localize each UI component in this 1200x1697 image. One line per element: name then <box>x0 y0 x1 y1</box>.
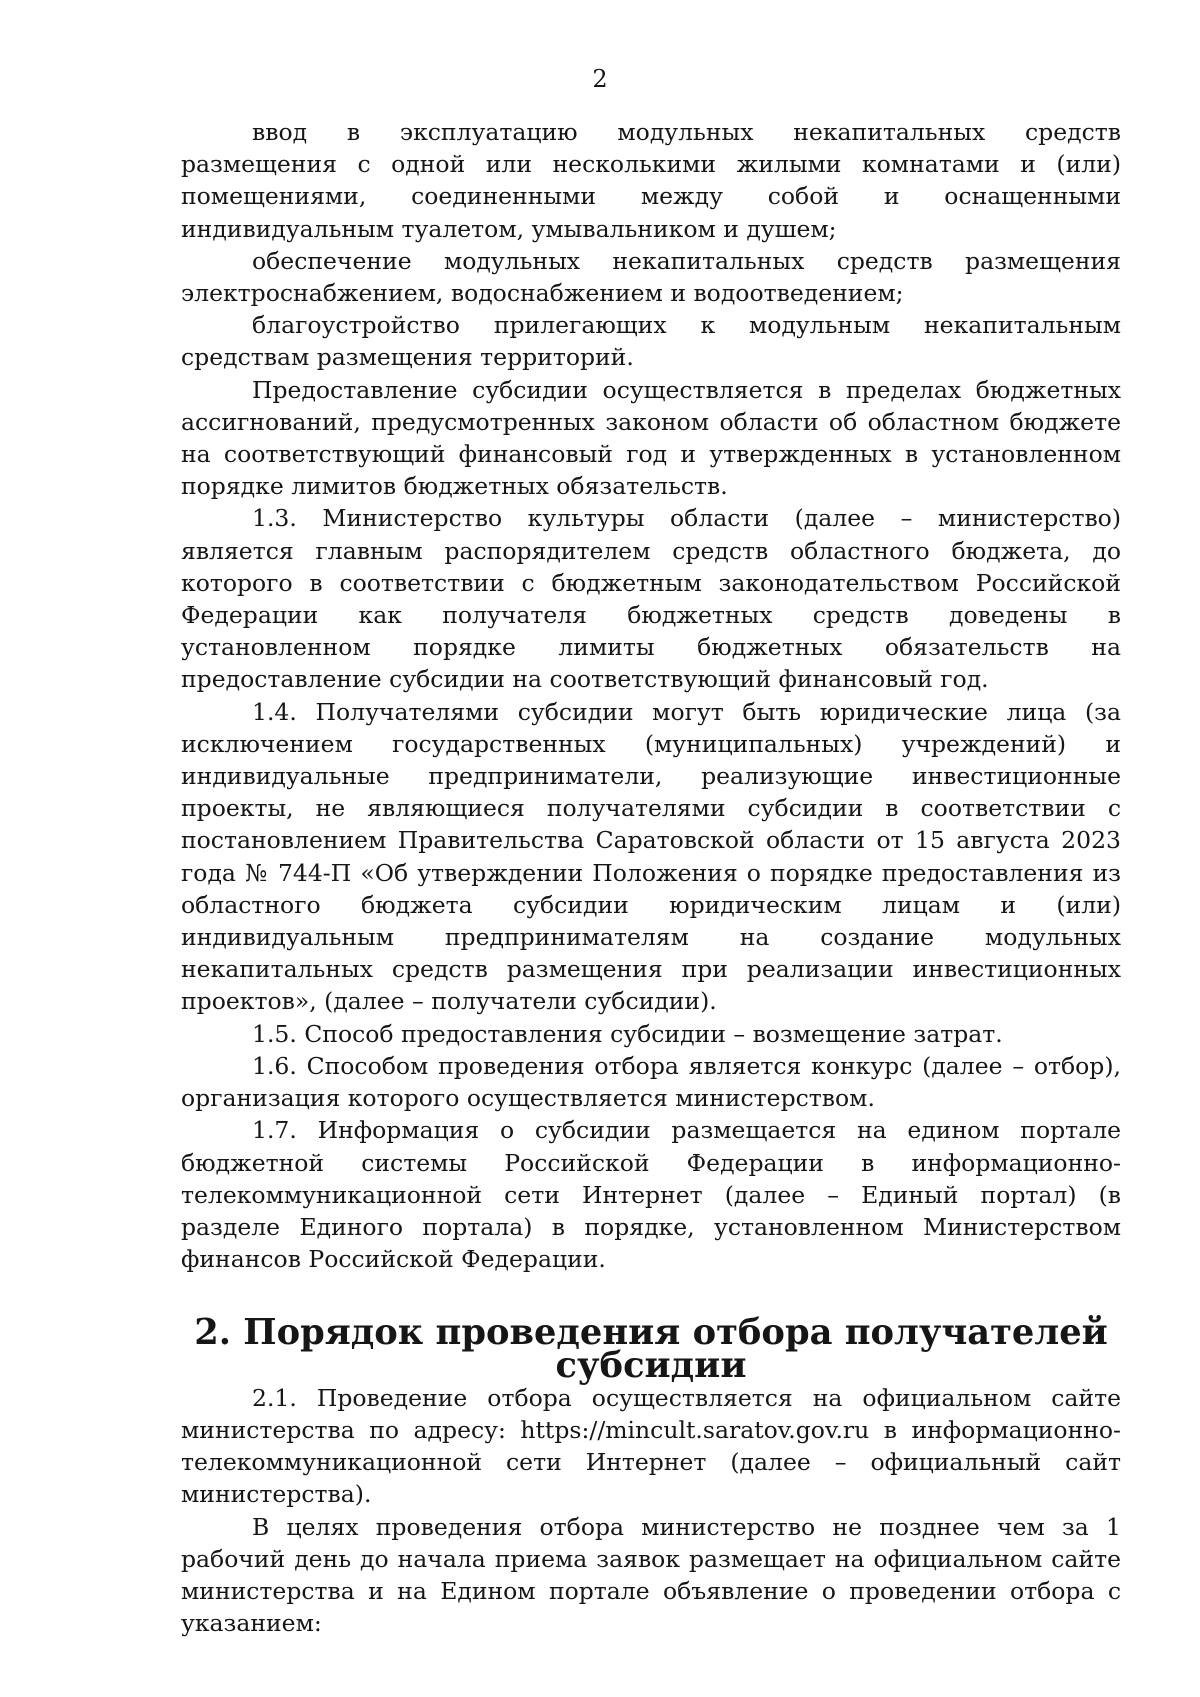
paragraph-utilities: обеспечение модульных некапитальных средств размещения электроснабжением, водоснабжением и водоотведением; <box>181 246 1121 308</box>
paragraph-1-3: 1.3. Министерство культуры области (далее – министерство) является главным распорядителем средств областного бюджета, до которого в соответствии с бюджетным законодательством Российской Федерации как получателя бюджетных средств доведены в установленном порядке лимиты бюджетных обязательств на предоставление субсидии на соответствующий финансовый год. <box>181 504 1121 694</box>
paragraph-budget-limits: Предоставление субсидии осуществляется в пределах бюджетных ассигнований, предусмотренных законом области об областном бюджете на соответствующий финансовый год и утвержденных в установленном порядке лимитов бюджетных обязательств. <box>181 375 1121 501</box>
paragraph-1-6: 1.6. Способом проведения отбора является конкурс (далее – отбор), организация которого осуществляется министерством. <box>181 1051 1121 1113</box>
paragraph-landscaping: благоустройство прилегающих к модульным некапитальным средствам размещения территорий. <box>181 311 1121 372</box>
section-heading: 2. Порядок проведения отбора получателей субсидии <box>194 1312 1108 1386</box>
paragraph-announcement: В целях проведения отбора министерство не позднее чем за 1 рабочий день до начала приема заявок размещает на официальном сайте министерства и на Едином портале объявление о проведении отбора с указанием: <box>181 1512 1121 1638</box>
document-body <box>181 116 1121 1639</box>
page-number: 2 <box>592 65 608 93</box>
paragraph-1-4: 1.4. Получателями субсидии могут быть юридические лица (за исключением государственных (муниципальных) учреждений) и индивидуальные предприниматели, реализующие инвестиционные проекты, не являющиеся получателями субсидии в соответствии с постановлением Правительства Саратовской области от 15 августа 2023 года № 744-П «Об утверждении Положения о порядке предоставления из областного бюджета субсидии юридическим лицам и (или) индивидуальным предпринимателям на создание модульных некапитальных средств размещения при реализации инвестиционных проектов», (далее – получатели субсидии). <box>181 697 1121 1016</box>
paragraph-1-5: 1.5. Способ предоставления субсидии – возмещение затрат. <box>252 1019 1003 1048</box>
paragraph-commissioning: ввод в эксплуатацию модульных некапитальных средств размещения с одной или несколькими жилыми комнатами и (или) помещениями, соединенными между собой и оснащенными индивидуальным туалетом, умывальником и душем; <box>181 118 1121 243</box>
paragraph-2-1: 2.1. Проведение отбора осуществляется на официальном сайте министерства по адресу: https://mincult.saratov.gov.ru в информационно-телекоммуникационной сети Интернет (далее – официальный сайт министерства). <box>181 1383 1121 1509</box>
paragraph-1-7: 1.7. Информация о субсидии размещается на едином портале бюджетной системы Российской Федерации в информационно-телекоммуникационной сети Интернет (далее – Единый портал) (в разделе Единого портала) в порядке, установленном Министерством финансов Российской Федерации. <box>181 1116 1121 1274</box>
